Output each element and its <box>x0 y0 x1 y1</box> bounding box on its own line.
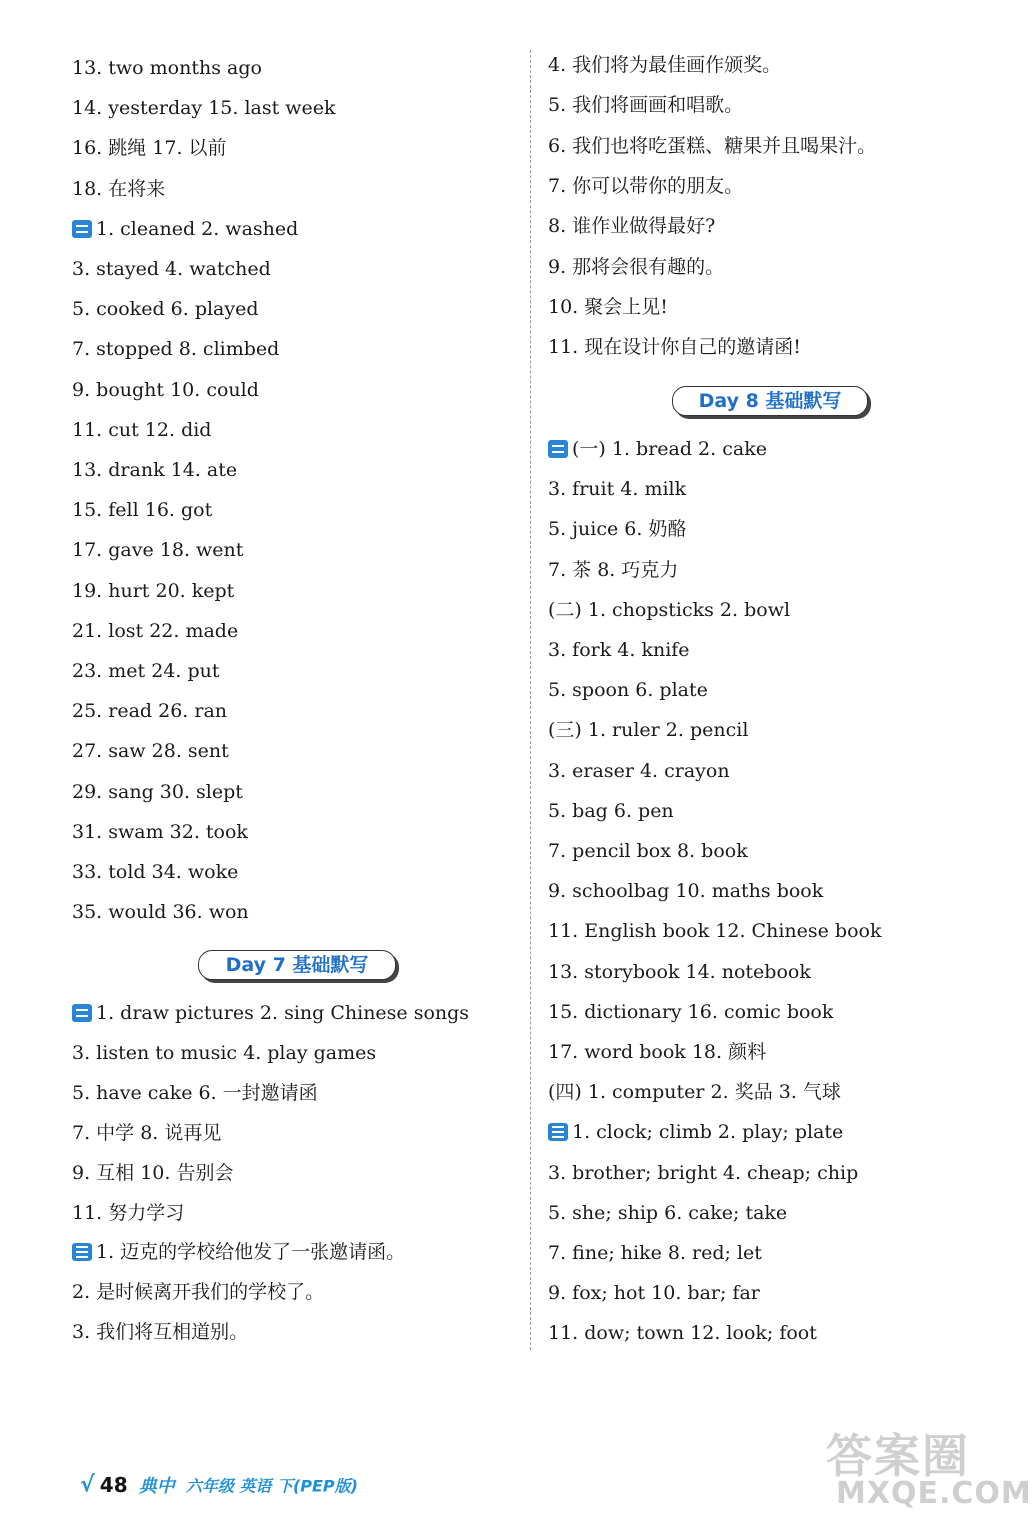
answer-text: 19. hurt 20. kept <box>72 579 235 602</box>
answer-text: 7. stopped 8. climbed <box>72 338 280 361</box>
answer-text: 27. saw 28. sent <box>72 740 229 763</box>
answer-text: 3. fruit 4. milk <box>548 478 687 501</box>
answer-text: 2. 是时候离开我们的学校了。 <box>72 1281 325 1304</box>
answer-text: 5. juice 6. 奶酪 <box>548 518 687 541</box>
answer-line <box>72 820 248 844</box>
answer-line <box>548 93 743 117</box>
answer-line <box>72 1240 405 1264</box>
answer-text: 3. stayed 4. watched <box>72 258 271 280</box>
answer-text: 3. brother; bright 4. cheap; chip <box>548 1161 859 1184</box>
answer-line <box>548 1241 762 1265</box>
section-badge-icon <box>548 1123 568 1141</box>
answer-line <box>548 134 876 158</box>
answer-text: 3. 我们将互相道别。 <box>72 1321 249 1344</box>
answer-text: 5. 我们将画画和唱歌。 <box>548 94 744 117</box>
answer-line <box>548 678 708 702</box>
answer-text: (一) 1. bread 2. cake <box>572 438 767 460</box>
answer-text: 5. have cake 6. 一封邀请函 <box>72 1081 318 1104</box>
column-divider <box>530 50 531 1350</box>
section-badge-icon <box>72 220 92 238</box>
answer-text: 3. fork 4. knife <box>548 639 690 661</box>
answer-text: 29. sang 30. slept <box>72 780 243 803</box>
answer-text: (二) 1. chopsticks 2. bowl <box>548 598 791 621</box>
answer-text: 9. 那将会很有趣的。 <box>548 255 725 278</box>
answer-text: 13. storybook 14. notebook <box>548 960 811 983</box>
answer-text: 11. cut 12. did <box>72 418 212 441</box>
answer-text: 1. cleaned 2. washed <box>96 217 299 240</box>
answer-line <box>548 759 730 783</box>
answer-line <box>548 718 748 742</box>
answer-line <box>72 257 271 281</box>
answer-text: 5. bag 6. pen <box>548 799 674 822</box>
answer-line <box>548 638 690 662</box>
answer-line <box>548 1321 817 1345</box>
answer-line <box>72 1121 221 1145</box>
answer-line <box>548 1120 843 1144</box>
answer-text: 3. eraser 4. crayon <box>548 759 730 782</box>
answer-text: 6. 我们也将吃蛋糕、糖果并且喝果汁。 <box>548 134 877 157</box>
answer-text: 1. clock; climb 2. play; plate <box>572 1121 844 1144</box>
answer-line <box>548 174 743 198</box>
answer-line <box>548 1080 841 1104</box>
answer-text: 18. 在将来 <box>72 177 166 200</box>
answer-line <box>548 1201 787 1225</box>
answer-text: 11. 努力学习 <box>72 1201 185 1224</box>
answer-text: 31. swam 32. took <box>72 820 248 843</box>
answer-text: 11. dow; town 12. look; foot <box>548 1322 817 1345</box>
answer-line <box>548 1161 858 1185</box>
answer-text: 7. 你可以带你的朋友。 <box>548 174 744 197</box>
answer-text: 23. met 24. put <box>72 660 220 682</box>
answer-text: 17. word book 18. 颜料 <box>548 1041 767 1063</box>
answer-line <box>72 860 238 884</box>
check-icon: √ <box>80 1472 95 1498</box>
section-badge-icon <box>72 1243 92 1261</box>
answer-line <box>72 136 227 160</box>
watermark-text: 答案圈 <box>826 1429 970 1483</box>
answer-line <box>72 217 298 241</box>
answer-line <box>72 1001 469 1025</box>
answer-line <box>72 1041 376 1065</box>
answer-text: 9. bought 10. could <box>72 378 259 401</box>
answer-text: 7. fine; hike 8. red; let <box>548 1242 762 1264</box>
answer-text: 16. 跳绳 17. 以前 <box>72 137 227 160</box>
answer-text: 5. spoon 6. plate <box>548 679 708 702</box>
answer-line <box>548 477 686 501</box>
answer-line <box>72 699 227 723</box>
day7-title: Day 7 基础默写 <box>198 950 396 980</box>
answer-text: 7. 茶 8. 巧克力 <box>548 558 679 581</box>
answer-line <box>72 458 237 482</box>
answer-line <box>548 1000 833 1024</box>
answer-line <box>548 879 823 903</box>
answer-text: 9. 互相 10. 告别会 <box>72 1161 234 1184</box>
answer-text: 33. told 34. woke <box>72 861 239 883</box>
watermark-url: MXQE.COM <box>836 1476 1032 1511</box>
answer-line <box>548 799 674 823</box>
answer-text: 10. 聚会上见! <box>548 295 668 318</box>
answer-line <box>72 378 259 402</box>
answer-text: 11. English book 12. Chinese book <box>548 920 882 943</box>
answer-line <box>72 498 212 522</box>
answer-text: (四) 1. computer 2. 奖品 3. 气球 <box>548 1081 841 1104</box>
answer-text: 25. read 26. ran <box>72 700 228 723</box>
answer-text: 5. she; ship 6. cake; take <box>548 1201 788 1224</box>
answer-text: 13. drank 14. ate <box>72 459 238 481</box>
answer-line <box>548 919 881 943</box>
answer-line <box>72 1201 184 1225</box>
site-watermark <box>826 1420 1032 1520</box>
answer-line <box>548 437 767 461</box>
answer-line <box>72 538 243 562</box>
answer-line <box>548 295 668 319</box>
answer-text: 7. pencil box 8. book <box>548 840 748 862</box>
answer-line <box>548 53 781 77</box>
answer-line <box>72 1280 324 1304</box>
answer-line <box>548 960 811 984</box>
answer-text: 21. lost 22. made <box>72 619 239 642</box>
answer-text: 1. draw pictures 2. sing Chinese songs <box>96 1002 470 1024</box>
answer-line <box>72 739 229 763</box>
answer-text: 9. schoolbag 10. maths book <box>548 880 824 903</box>
answer-line <box>72 418 211 442</box>
answer-text: 17. gave 18. went <box>72 539 244 562</box>
answer-text: 7. 中学 8. 说再见 <box>72 1121 222 1144</box>
answer-text: 3. listen to music 4. play games <box>72 1041 377 1064</box>
answer-line <box>72 96 336 120</box>
answer-text: 1. 迈克的学校给他发了一张邀请函。 <box>96 1241 406 1264</box>
answer-line <box>548 558 678 582</box>
answer-line <box>72 1320 248 1344</box>
section-badge-icon <box>548 440 568 458</box>
page-number: 48 <box>99 1473 128 1497</box>
answer-line <box>548 255 724 279</box>
answer-text: 35. would 36. won <box>72 901 249 924</box>
answer-line <box>72 659 219 683</box>
answer-line <box>72 56 262 80</box>
answer-text: 14. yesterday 15. last week <box>72 97 336 120</box>
answer-line <box>72 579 234 603</box>
answer-text: (三) 1. ruler 2. pencil <box>548 719 749 742</box>
answer-text: 13. two months ago <box>72 57 262 79</box>
answer-line <box>548 517 686 541</box>
answer-text: 15. fell 16. got <box>72 499 213 522</box>
brand-logo: 典中 <box>138 1476 175 1497</box>
section-badge-icon <box>72 1004 92 1022</box>
answer-text: 15. dictionary 16. comic book <box>548 1000 834 1023</box>
answer-line <box>548 335 801 359</box>
answer-line <box>72 177 165 201</box>
answer-text: 8. 谁作业做得最好? <box>548 215 716 238</box>
day8-title: Day 8 基础默写 <box>672 386 868 416</box>
answer-line <box>72 297 259 321</box>
answer-line <box>548 1040 766 1064</box>
answer-line <box>72 337 279 361</box>
answer-line <box>72 1161 233 1185</box>
answer-line <box>72 619 238 643</box>
page-footer <box>80 1472 358 1502</box>
answer-line <box>548 214 715 238</box>
answer-line <box>548 1281 760 1305</box>
answer-text: 4. 我们将为最佳画作颁奖。 <box>548 54 782 76</box>
answer-line <box>72 1081 318 1105</box>
book-info: 六年级 英语 下(PEP版) <box>185 1476 358 1496</box>
answer-line <box>548 598 790 622</box>
answer-text: 5. cooked 6. played <box>72 298 259 321</box>
answer-text: 11. 现在设计你自己的邀请函! <box>548 336 801 359</box>
answer-line <box>72 900 249 924</box>
answer-line <box>72 780 243 804</box>
answer-text: 9. fox; hot 10. bar; far <box>548 1282 760 1305</box>
answer-line <box>548 839 748 863</box>
